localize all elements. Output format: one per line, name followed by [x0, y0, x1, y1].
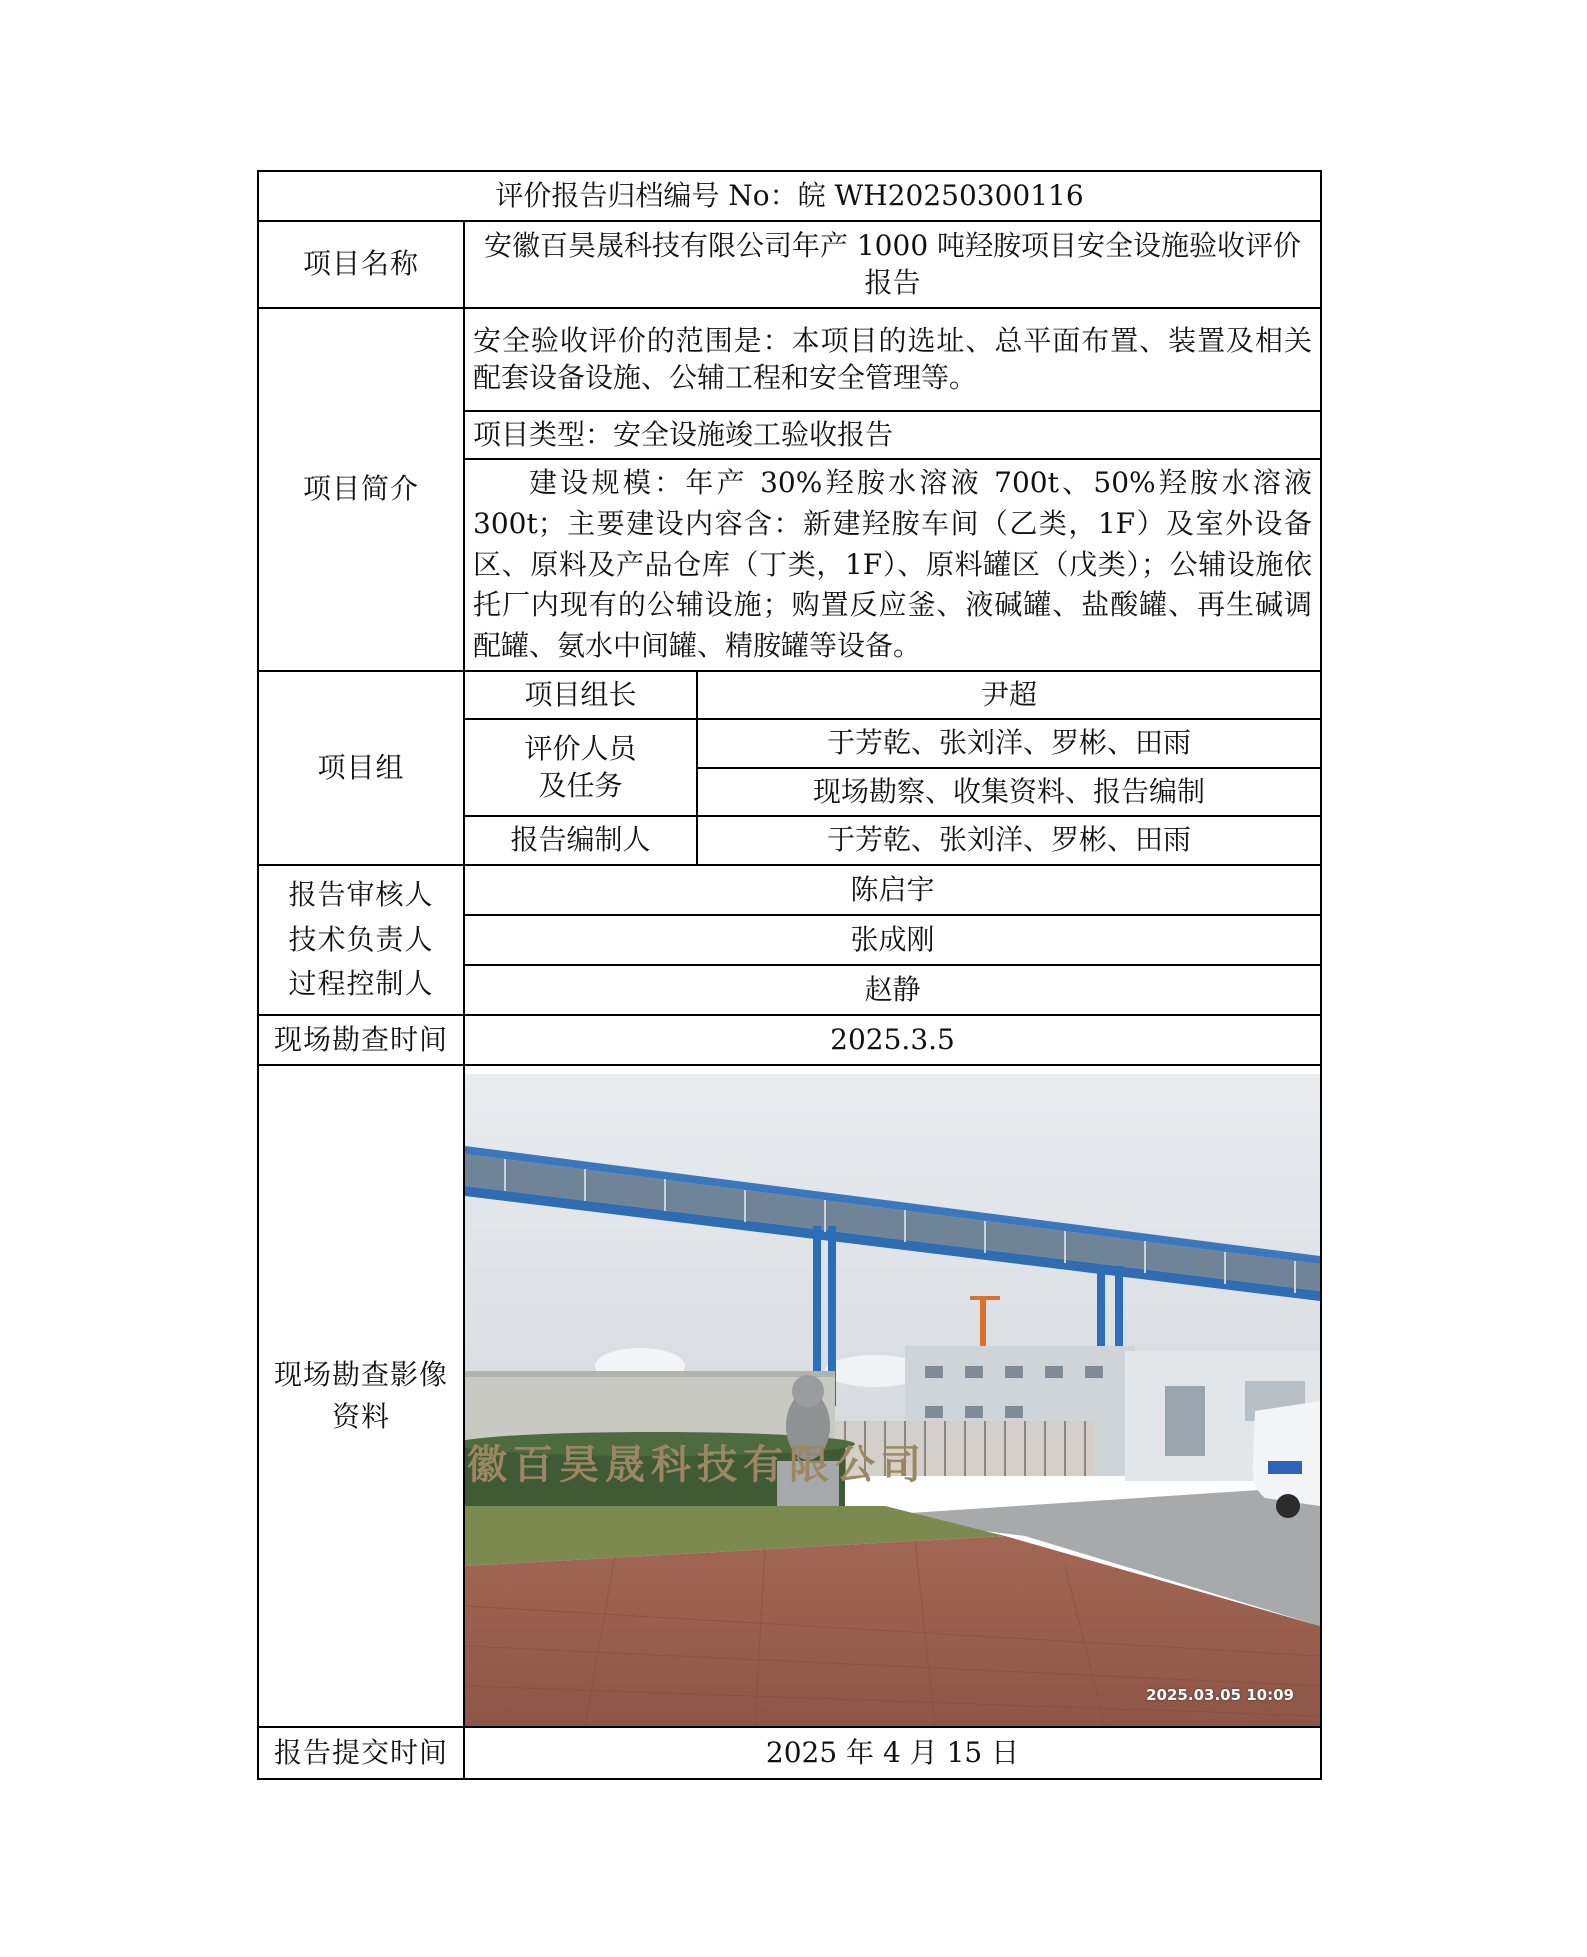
site-photo: [465, 1066, 1320, 1726]
project-group-label: 项目组: [257, 670, 465, 866]
tech-lead-value: 张成刚: [463, 914, 1322, 966]
leader-label: 项目组长: [463, 670, 698, 720]
survey-time-value: 2025.3.5: [463, 1014, 1322, 1066]
leader-value: 尹超: [696, 670, 1322, 720]
process-control-value: 赵静: [463, 964, 1322, 1016]
survey-time-label: 现场勘查时间: [257, 1014, 465, 1066]
task-value: 现场勘察、收集资料、报告编制: [696, 767, 1322, 817]
tech-lead-label: 技术负责人: [288, 922, 434, 956]
staff-label: 评价人员及任务: [463, 718, 698, 817]
scope-text: 安全验收评价的范围是：本项目的选址、总平面布置、装置及相关配套设备设施、公辅工程和安全管理等。: [463, 307, 1322, 412]
reviewer-labels: [257, 864, 465, 1016]
survey-photo-label: 现场勘查影像资料: [257, 1064, 465, 1728]
author-value: 于芳乾、张刘洋、罗彬、田雨: [696, 815, 1322, 866]
archive-number-text: 评价报告归档编号 No：皖 WH20250300116: [495, 178, 1084, 212]
project-intro-label: 项目简介: [257, 307, 465, 672]
project-name-value: 安徽百昊晟科技有限公司年产 1000 吨羟胺项目安全设施验收评价报告: [463, 220, 1322, 309]
staff-value: 于芳乾、张刘洋、罗彬、田雨: [696, 718, 1322, 769]
submit-time-value: 2025 年 4 月 15 日: [463, 1726, 1322, 1780]
photo-timestamp: 2025.03.05 10:09: [1146, 1686, 1294, 1704]
reviewer-label: 报告审核人: [288, 877, 434, 911]
author-label: 报告编制人: [463, 815, 698, 866]
project-name-label: 项目名称: [257, 220, 465, 309]
project-type-text: 项目类型：安全设施竣工验收报告: [463, 410, 1322, 460]
submit-time-label: 报告提交时间: [257, 1726, 465, 1780]
construction-scale-text: 建设规模：年产 30%羟胺水溶液 700t、50%羟胺水溶液 300t；主要建设内容含：新建羟胺车间（乙类，1F）及室外设备区、原料及产品仓库（丁类，1F）、原料罐区（戊类）；公辅设施依托厂内现有的公辅设施；购置反应釜、液碱罐、盐酸罐、再生碱调配罐、氨水中间罐、精胺罐等设备。: [463, 458, 1322, 672]
archive-number: [257, 170, 1322, 222]
survey-photo-cell: [463, 1064, 1322, 1728]
process-control-label: 过程控制人: [288, 967, 434, 1001]
reviewer-value: 陈启宇: [463, 864, 1322, 916]
photo-sign-text: 徽百昊晟科技有限公司: [467, 1441, 927, 1488]
